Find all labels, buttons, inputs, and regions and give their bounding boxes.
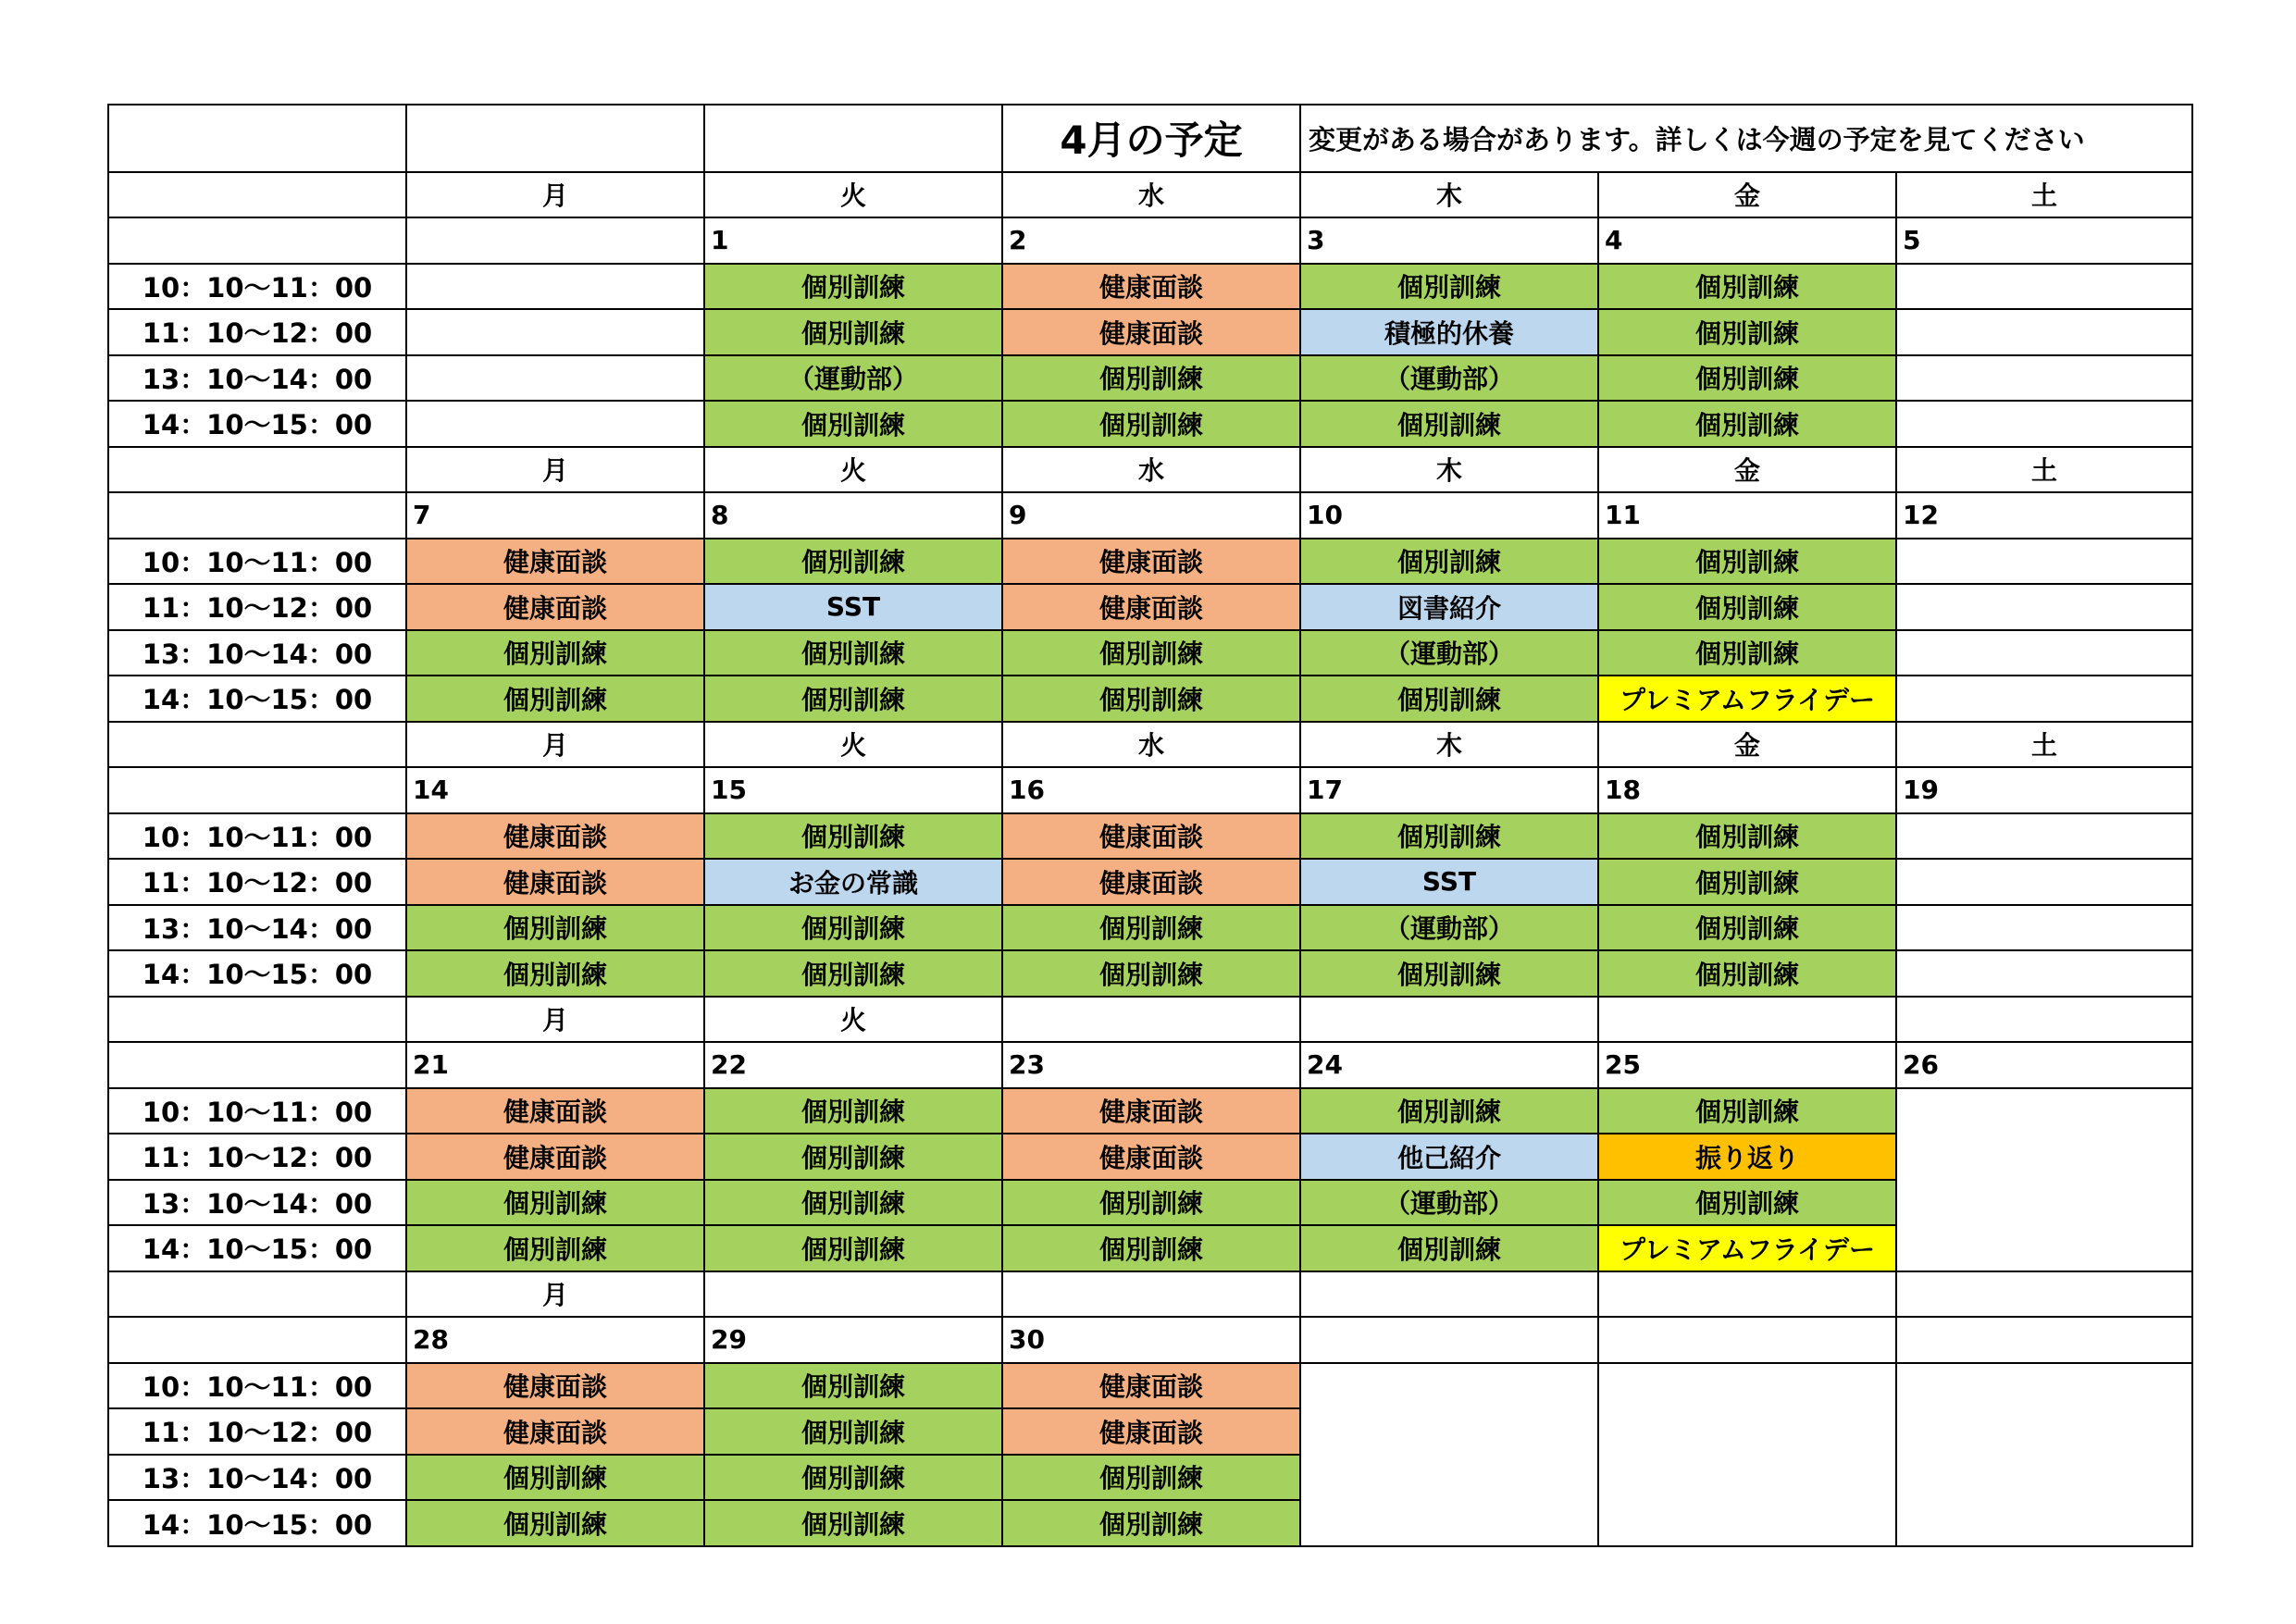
- date-cell: [1300, 1317, 1598, 1363]
- schedule-body: [108, 105, 2192, 1546]
- date-cell: [406, 217, 704, 264]
- day-header: 火: [704, 722, 1002, 768]
- time-label: 10：10～11：00: [108, 813, 406, 860]
- schedule-cell: [1300, 1363, 1598, 1409]
- schedule-note: 変更がある場合があります。詳しくは今週の予定を見てください: [1300, 105, 2192, 172]
- time-label: 14：10～15：00: [108, 401, 406, 447]
- date-cell: 21: [406, 1042, 704, 1088]
- schedule-cell: [1598, 1455, 1896, 1501]
- blank-cell: [108, 1042, 406, 1088]
- time-slot-row: [108, 401, 2192, 447]
- schedule-cell: [1896, 309, 2192, 355]
- schedule-cell: 個別訓練: [1598, 630, 1896, 676]
- time-slot-row: [108, 355, 2192, 402]
- schedule-cell: 個別訓練: [704, 1088, 1002, 1134]
- time-slot-row: [108, 1180, 2192, 1226]
- day-header: 土: [1896, 447, 2192, 493]
- schedule-cell: 個別訓練: [1598, 1180, 1896, 1226]
- day-header: 金: [1598, 447, 1896, 493]
- schedule-cell: 健康面談: [1002, 1408, 1300, 1455]
- schedule-cell: プレミアムフライデー: [1598, 676, 1896, 722]
- day-header: [1598, 1271, 1896, 1318]
- date-cell: [1896, 1317, 2192, 1363]
- schedule-cell: 個別訓練: [1598, 813, 1896, 860]
- time-label: 13：10～14：00: [108, 905, 406, 951]
- schedule-cell: [1896, 1363, 2192, 1409]
- date-cell: 22: [704, 1042, 1002, 1088]
- blank-cell: [108, 767, 406, 813]
- day-header-row: [108, 722, 2192, 768]
- schedule-cell: [1896, 950, 2192, 997]
- time-label: 14：10～15：00: [108, 1500, 406, 1546]
- time-slot-row: [108, 813, 2192, 860]
- schedule-cell: （運動部）: [1300, 355, 1598, 402]
- schedule-cell: 個別訓練: [406, 1500, 704, 1546]
- blank-cell: [108, 997, 406, 1043]
- schedule-cell: 個別訓練: [406, 630, 704, 676]
- date-row: [108, 1317, 2192, 1363]
- schedule-cell: 個別訓練: [704, 950, 1002, 997]
- time-slot-row: [108, 630, 2192, 676]
- schedule-cell: 個別訓練: [1002, 905, 1300, 951]
- date-cell: 29: [704, 1317, 1002, 1363]
- schedule-cell: [1300, 1455, 1598, 1501]
- schedule-cell: [406, 355, 704, 402]
- schedule-cell: 個別訓練: [1002, 355, 1300, 402]
- date-cell: 8: [704, 492, 1002, 539]
- schedule-cell: 個別訓練: [704, 264, 1002, 310]
- schedule-cell: [1896, 905, 2192, 951]
- schedule-cell: 個別訓練: [1300, 950, 1598, 997]
- time-label: 14：10～15：00: [108, 1225, 406, 1271]
- schedule-cell: [406, 309, 704, 355]
- schedule-cell: 個別訓練: [406, 676, 704, 722]
- schedule-cell: [1896, 1455, 2192, 1501]
- date-cell: 25: [1598, 1042, 1896, 1088]
- blank-cell: [108, 722, 406, 768]
- date-cell: 9: [1002, 492, 1300, 539]
- date-cell: 19: [1896, 767, 2192, 813]
- schedule-cell: 個別訓練: [1300, 1088, 1598, 1134]
- blank-cell: [108, 217, 406, 264]
- schedule-cell: [1896, 539, 2192, 585]
- day-header: 月: [406, 172, 704, 218]
- schedule-cell: [1300, 1408, 1598, 1455]
- time-slot-row: [108, 676, 2192, 722]
- day-header-row: [108, 997, 2192, 1043]
- schedule-cell: 個別訓練: [1598, 355, 1896, 402]
- day-header: 月: [406, 722, 704, 768]
- time-label: 10：10～11：00: [108, 264, 406, 310]
- schedule-cell: 個別訓練: [704, 676, 1002, 722]
- schedule-cell: SST: [704, 584, 1002, 630]
- schedule-cell: （運動部）: [1300, 1180, 1598, 1226]
- time-slot-row: [108, 1225, 2192, 1271]
- schedule-cell: （運動部）: [1300, 905, 1598, 951]
- title-row: [108, 105, 2192, 172]
- day-header: 月: [406, 447, 704, 493]
- schedule-cell: [1896, 676, 2192, 722]
- schedule-cell: 他己紹介: [1300, 1134, 1598, 1180]
- date-cell: 7: [406, 492, 704, 539]
- schedule-cell: 健康面談: [406, 539, 704, 585]
- time-slot-row: [108, 264, 2192, 310]
- time-slot-row: [108, 1408, 2192, 1455]
- schedule-cell: 健康面談: [1002, 539, 1300, 585]
- day-header: 火: [704, 447, 1002, 493]
- schedule-cell: 個別訓練: [406, 1225, 704, 1271]
- date-row: [108, 767, 2192, 813]
- date-cell: 5: [1896, 217, 2192, 264]
- time-label: 11：10～12：00: [108, 309, 406, 355]
- schedule-cell: [406, 401, 704, 447]
- date-cell: 14: [406, 767, 704, 813]
- date-cell: 3: [1300, 217, 1598, 264]
- day-header: 水: [1002, 447, 1300, 493]
- date-cell: 10: [1300, 492, 1598, 539]
- time-label: 13：10～14：00: [108, 630, 406, 676]
- date-cell: 24: [1300, 1042, 1598, 1088]
- schedule-cell: （運動部）: [704, 355, 1002, 402]
- date-cell: 28: [406, 1317, 704, 1363]
- schedule-cell: 個別訓練: [1598, 401, 1896, 447]
- schedule-cell: 個別訓練: [1598, 950, 1896, 997]
- time-slot-row: [108, 950, 2192, 997]
- date-row: [108, 1042, 2192, 1088]
- schedule-cell: 健康面談: [406, 859, 704, 905]
- time-label: 10：10～11：00: [108, 1363, 406, 1409]
- schedule-cell: 個別訓練: [1598, 1088, 1896, 1134]
- time-slot-row: [108, 1363, 2192, 1409]
- time-slot-row: [108, 1455, 2192, 1501]
- time-label: 13：10～14：00: [108, 1455, 406, 1501]
- day-header: 金: [1598, 172, 1896, 218]
- schedule-cell: 積極的休養: [1300, 309, 1598, 355]
- blank-cell: [108, 447, 406, 493]
- time-label: 14：10～15：00: [108, 676, 406, 722]
- schedule-cell: 個別訓練: [704, 1408, 1002, 1455]
- day-header: [1300, 1271, 1598, 1318]
- schedule-cell: 個別訓練: [1598, 584, 1896, 630]
- schedule-cell: 個別訓練: [1002, 1455, 1300, 1501]
- date-cell: 30: [1002, 1317, 1300, 1363]
- schedule-cell: 個別訓練: [704, 309, 1002, 355]
- day-header: 月: [406, 997, 704, 1043]
- day-header-row: [108, 1271, 2192, 1318]
- schedule-cell: 個別訓練: [704, 813, 1002, 860]
- schedule-cell: [1896, 264, 2192, 310]
- schedule-cell: 健康面談: [406, 813, 704, 860]
- date-cell: 26: [1896, 1042, 2192, 1088]
- day-header: 土: [1896, 172, 2192, 218]
- date-cell: 12: [1896, 492, 2192, 539]
- schedule-cell: 図書紹介: [1300, 584, 1598, 630]
- schedule-cell: 個別訓練: [704, 1180, 1002, 1226]
- blank-cell: [108, 105, 406, 172]
- time-label: 11：10～12：00: [108, 859, 406, 905]
- time-slot-row: [108, 859, 2192, 905]
- schedule-cell: 個別訓練: [704, 1225, 1002, 1271]
- day-header: [1896, 1271, 2192, 1318]
- date-cell: 16: [1002, 767, 1300, 813]
- date-cell: 17: [1300, 767, 1598, 813]
- time-label: 10：10～11：00: [108, 539, 406, 585]
- blank-cell: [108, 1317, 406, 1363]
- blank-cell: [108, 172, 406, 218]
- date-cell: 11: [1598, 492, 1896, 539]
- time-slot-row: [108, 905, 2192, 951]
- time-label: 14：10～15：00: [108, 950, 406, 997]
- date-row: [108, 492, 2192, 539]
- date-cell: 2: [1002, 217, 1300, 264]
- schedule-cell: 健康面談: [406, 584, 704, 630]
- page-title: 4月の予定: [1002, 105, 1300, 172]
- day-header: [1002, 997, 1300, 1043]
- schedule-cell: [1896, 859, 2192, 905]
- schedule-cell: 健康面談: [1002, 1088, 1300, 1134]
- schedule-cell: 健康面談: [406, 1134, 704, 1180]
- day-header: 木: [1300, 447, 1598, 493]
- day-header: 水: [1002, 172, 1300, 218]
- schedule-cell: 個別訓練: [1002, 1500, 1300, 1546]
- schedule-cell: 個別訓練: [1300, 1225, 1598, 1271]
- time-label: 11：10～12：00: [108, 584, 406, 630]
- schedule-cell: 健康面談: [1002, 859, 1300, 905]
- schedule-cell: 個別訓練: [1300, 401, 1598, 447]
- time-slot-row: [108, 584, 2192, 630]
- schedule-cell: 個別訓練: [1300, 264, 1598, 310]
- day-header: 水: [1002, 722, 1300, 768]
- date-cell: 4: [1598, 217, 1896, 264]
- schedule-cell: 個別訓練: [704, 1363, 1002, 1409]
- schedule-cell: 健康面談: [1002, 1363, 1300, 1409]
- blank-cell: [704, 105, 1002, 172]
- schedule-cell: 個別訓練: [406, 905, 704, 951]
- schedule-cell: 健康面談: [1002, 309, 1300, 355]
- schedule-cell: 個別訓練: [704, 401, 1002, 447]
- schedule-cell: （運動部）: [1300, 630, 1598, 676]
- schedule-cell: [1896, 1134, 2192, 1180]
- time-slot-row: [108, 309, 2192, 355]
- blank-cell: [108, 492, 406, 539]
- schedule-cell: [1598, 1363, 1896, 1409]
- date-cell: 18: [1598, 767, 1896, 813]
- schedule-cell: [1896, 630, 2192, 676]
- schedule-cell: 個別訓練: [1598, 905, 1896, 951]
- day-header: 木: [1300, 722, 1598, 768]
- schedule-cell: 個別訓練: [704, 905, 1002, 951]
- date-cell: [1598, 1317, 1896, 1363]
- schedule-cell: [1896, 401, 2192, 447]
- schedule-cell: 個別訓練: [1002, 1225, 1300, 1271]
- schedule-cell: 健康面談: [1002, 264, 1300, 310]
- schedule-cell: 個別訓練: [704, 1500, 1002, 1546]
- schedule-cell: 個別訓練: [1598, 539, 1896, 585]
- schedule-cell: 個別訓練: [704, 1455, 1002, 1501]
- schedule-cell: [406, 264, 704, 310]
- schedule-cell: 個別訓練: [704, 630, 1002, 676]
- schedule-cell: [1896, 584, 2192, 630]
- schedule-cell: 個別訓練: [1598, 264, 1896, 310]
- day-header: [1300, 997, 1598, 1043]
- day-header: [1002, 1271, 1300, 1318]
- schedule-cell: 個別訓練: [1598, 309, 1896, 355]
- schedule-cell: [1896, 1408, 2192, 1455]
- date-cell: 1: [704, 217, 1002, 264]
- blank-cell: [406, 105, 704, 172]
- schedule-cell: SST: [1300, 859, 1598, 905]
- day-header: 土: [1896, 722, 2192, 768]
- date-row: [108, 217, 2192, 264]
- time-slot-row: [108, 1134, 2192, 1180]
- time-label: 11：10～12：00: [108, 1408, 406, 1455]
- schedule-cell: 健康面談: [1002, 1134, 1300, 1180]
- date-cell: 15: [704, 767, 1002, 813]
- schedule-cell: [1300, 1500, 1598, 1546]
- schedule-cell: 個別訓練: [704, 539, 1002, 585]
- day-header-row: [108, 447, 2192, 493]
- time-slot-row: [108, 1500, 2192, 1546]
- schedule-cell: [1896, 1180, 2192, 1226]
- schedule-cell: [1598, 1408, 1896, 1455]
- schedule-cell: [1598, 1500, 1896, 1546]
- schedule-cell: 健康面談: [406, 1088, 704, 1134]
- schedule-cell: 個別訓練: [1300, 676, 1598, 722]
- time-slot-row: [108, 539, 2192, 585]
- time-label: 10：10～11：00: [108, 1088, 406, 1134]
- schedule-cell: 個別訓練: [1300, 813, 1598, 860]
- time-slot-row: [108, 1088, 2192, 1134]
- schedule-cell: [1896, 355, 2192, 402]
- day-header: 月: [406, 1271, 704, 1318]
- schedule-cell: 個別訓練: [1002, 676, 1300, 722]
- schedule-cell: 健康面談: [1002, 584, 1300, 630]
- schedule-cell: 振り返り: [1598, 1134, 1896, 1180]
- schedule-cell: 個別訓練: [406, 950, 704, 997]
- schedule-cell: 健康面談: [406, 1363, 704, 1409]
- day-header: 火: [704, 997, 1002, 1043]
- time-label: 13：10～14：00: [108, 1180, 406, 1226]
- schedule-cell: 個別訓練: [406, 1180, 704, 1226]
- schedule-cell: 健康面談: [406, 1408, 704, 1455]
- schedule-cell: [1896, 1088, 2192, 1134]
- schedule-cell: 個別訓練: [1002, 401, 1300, 447]
- schedule-cell: プレミアムフライデー: [1598, 1225, 1896, 1271]
- schedule-cell: 個別訓練: [406, 1455, 704, 1501]
- schedule-cell: 個別訓練: [704, 1134, 1002, 1180]
- blank-cell: [108, 1271, 406, 1318]
- time-label: 11：10～12：00: [108, 1134, 406, 1180]
- schedule-cell: 個別訓練: [1002, 630, 1300, 676]
- schedule-cell: 個別訓練: [1002, 950, 1300, 997]
- schedule-cell: [1896, 1500, 2192, 1546]
- schedule-cell: [1896, 813, 2192, 860]
- day-header: [704, 1271, 1002, 1318]
- date-cell: 23: [1002, 1042, 1300, 1088]
- time-label: 13：10～14：00: [108, 355, 406, 402]
- schedule-cell: 個別訓練: [1002, 1180, 1300, 1226]
- schedule-cell: 健康面談: [1002, 813, 1300, 860]
- day-header-row: [108, 172, 2192, 218]
- schedule-table: [107, 104, 2193, 1547]
- day-header: 火: [704, 172, 1002, 218]
- day-header: [1598, 997, 1896, 1043]
- schedule-cell: 個別訓練: [1598, 859, 1896, 905]
- day-header: [1896, 997, 2192, 1043]
- day-header: 木: [1300, 172, 1598, 218]
- day-header: 金: [1598, 722, 1896, 768]
- schedule-cell: 個別訓練: [1300, 539, 1598, 585]
- schedule-cell: お金の常識: [704, 859, 1002, 905]
- schedule-cell: [1896, 1225, 2192, 1271]
